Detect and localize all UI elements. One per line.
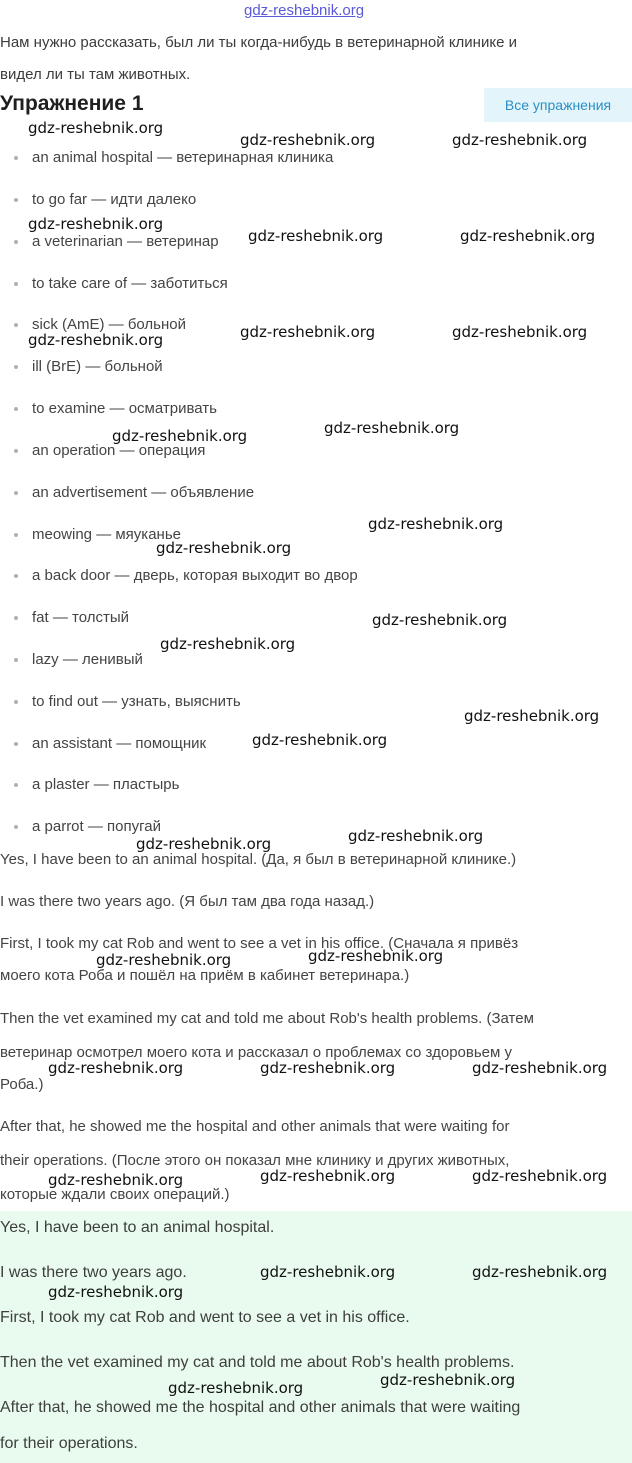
answer-line: I was there two years ago. (0, 1264, 187, 1281)
translation-line: которые ждали своих операций.) (0, 1186, 230, 1203)
watermark: gdz-reshebnik.org (96, 951, 232, 969)
translation-line: First, I took my cat Rob and went to see a vet in his office. (Сначала я привёз (0, 935, 519, 952)
translation-line: Yes, I have been to an animal hospital. (Да, я был в ветеринарной клинике.) (0, 851, 517, 868)
all-exercises-button[interactable]: Все упражнения (484, 88, 632, 122)
vocab-item (14, 400, 217, 417)
watermark: gdz-reshebnik.org (252, 731, 388, 749)
watermark: gdz-reshebnik.org (260, 1167, 396, 1185)
watermark: gdz-reshebnik.org (28, 331, 164, 349)
translation-line: I was there two years ago. (Я был там два года назад.) (0, 893, 375, 910)
vocab-text: ill (BrE) — больной (32, 358, 163, 375)
watermark: gdz-reshebnik.org (308, 947, 444, 965)
vocab-text: an operation — операция (32, 442, 206, 459)
vocab-text: fat — толстый (32, 609, 130, 626)
answer-box (0, 1211, 632, 1463)
bullet-icon (14, 407, 18, 411)
bullet-icon (14, 449, 18, 453)
watermark: gdz-reshebnik.org (324, 419, 460, 437)
vocab-item (14, 358, 163, 375)
vocab-item (14, 149, 333, 166)
bullet-icon (14, 700, 18, 704)
vocab-text: meowing — мяуканье (32, 526, 181, 543)
watermark: gdz-reshebnik.org (260, 1263, 396, 1281)
watermark: gdz-reshebnik.org (452, 323, 588, 341)
vocab-item (14, 693, 241, 710)
vocab-text: lazy — ленивый (32, 651, 143, 668)
watermark: gdz-reshebnik.org (472, 1167, 608, 1185)
watermark: gdz-reshebnik.org (452, 131, 588, 149)
answer-line: First, I took my cat Rob and went to see a vet in his office. (0, 1309, 410, 1326)
bullet-icon (14, 742, 18, 746)
vocab-text: a veterinarian — ветеринар (32, 233, 219, 250)
vocab-text: a back door — дверь, которая выходит во двор (32, 567, 358, 584)
vocab-item (14, 484, 254, 501)
vocab-item (14, 609, 129, 626)
vocab-text: a parrot — попугай (32, 818, 161, 835)
bullet-icon (14, 825, 18, 829)
watermark: gdz-reshebnik.org (168, 1379, 304, 1397)
vocab-text: to examine — осматривать (32, 400, 217, 417)
vocab-text: an animal hospital — ветеринарная клиника (32, 149, 334, 166)
bullet-icon (14, 198, 18, 202)
watermark: gdz-reshebnik.org (472, 1059, 608, 1077)
bullet-icon (14, 491, 18, 495)
bullet-icon (14, 156, 18, 160)
watermark: gdz-reshebnik.org (348, 827, 484, 845)
vocab-text: an assistant — помощник (32, 735, 207, 752)
translation-line: Then the vet examined my cat and told me about Rob's health problems. (Затем (0, 1010, 534, 1027)
answer-line: for their operations. (0, 1435, 138, 1452)
watermark: gdz-reshebnik.org (136, 835, 272, 853)
bullet-icon (14, 616, 18, 620)
watermark: gdz-reshebnik.org (460, 227, 596, 245)
translation-line: their operations. (После этого он показал мне клинику и других животных, (0, 1152, 510, 1169)
bullet-icon (14, 365, 18, 369)
watermark: gdz-reshebnik.org (472, 1263, 608, 1281)
watermark: gdz-reshebnik.org (28, 215, 164, 233)
watermark: gdz-reshebnik.org (260, 1059, 396, 1077)
watermark: gdz-reshebnik.org (372, 611, 508, 629)
translation-line: Роба.) (0, 1076, 44, 1093)
bullet-icon (14, 574, 18, 578)
vocab-item (14, 776, 179, 793)
vocab-item (14, 275, 228, 292)
watermark: gdz-reshebnik.org (248, 227, 384, 245)
intro-line-1: Нам нужно рассказать, был ли ты когда-нибудь в ветеринарной клинике и (0, 34, 517, 51)
bullet-icon (14, 658, 18, 662)
vocab-text: to go far — идти далеко (32, 191, 197, 208)
bullet-icon (14, 240, 18, 244)
bullet-icon (14, 533, 18, 537)
intro-line-2: видел ли ты там животных. (0, 66, 191, 83)
vocab-text: an advertisement — объявление (32, 484, 255, 501)
answer-line: After that, he showed me the hospital and other animals that were waiting (0, 1399, 521, 1416)
translation-line: моего кота Роба и пошёл на приём в кабинет ветеринара.) (0, 967, 410, 984)
vocab-item (14, 567, 358, 584)
watermark: gdz-reshebnik.org (112, 427, 248, 445)
bullet-icon (14, 323, 18, 327)
vocab-item (14, 233, 219, 250)
vocab-item (14, 651, 143, 668)
watermark: gdz-reshebnik.org (48, 1283, 184, 1301)
watermark: gdz-reshebnik.org (160, 635, 296, 653)
vocab-text: a plaster — пластырь (32, 776, 180, 793)
bullet-icon (14, 783, 18, 787)
vocab-item (14, 818, 161, 835)
translation-line: ветеринар осмотрел моего кота и рассказал о проблемах со здоровьем у (0, 1044, 512, 1061)
translation-line: After that, he showed me the hospital and other animals that were waiting for (0, 1118, 510, 1135)
vocab-text: to take care of — заботиться (32, 275, 228, 292)
watermark: gdz-reshebnik.org (48, 1171, 184, 1189)
watermark: gdz-reshebnik.org (240, 323, 376, 341)
vocab-item (14, 735, 206, 752)
bullet-icon (14, 282, 18, 286)
exercise-title: Упражнение 1 (0, 92, 144, 115)
vocab-text: sick (AmE) — больной (32, 316, 187, 333)
site-link[interactable]: gdz-reshebnik.org (244, 2, 365, 19)
watermark: gdz-reshebnik.org (368, 515, 504, 533)
watermark: gdz-reshebnik.org (464, 707, 600, 725)
answer-line: Yes, I have been to an animal hospital. (0, 1219, 275, 1236)
watermark: gdz-reshebnik.org (240, 131, 376, 149)
answer-line: Then the vet examined my cat and told me about Rob's health problems. (0, 1354, 515, 1371)
watermark: gdz-reshebnik.org (156, 539, 292, 557)
watermark: gdz-reshebnik.org (48, 1059, 184, 1077)
vocab-text: to find out — узнать, выяснить (32, 693, 241, 710)
vocab-item (14, 191, 196, 208)
watermark: gdz-reshebnik.org (380, 1371, 516, 1389)
watermark: gdz-reshebnik.org (28, 119, 164, 137)
